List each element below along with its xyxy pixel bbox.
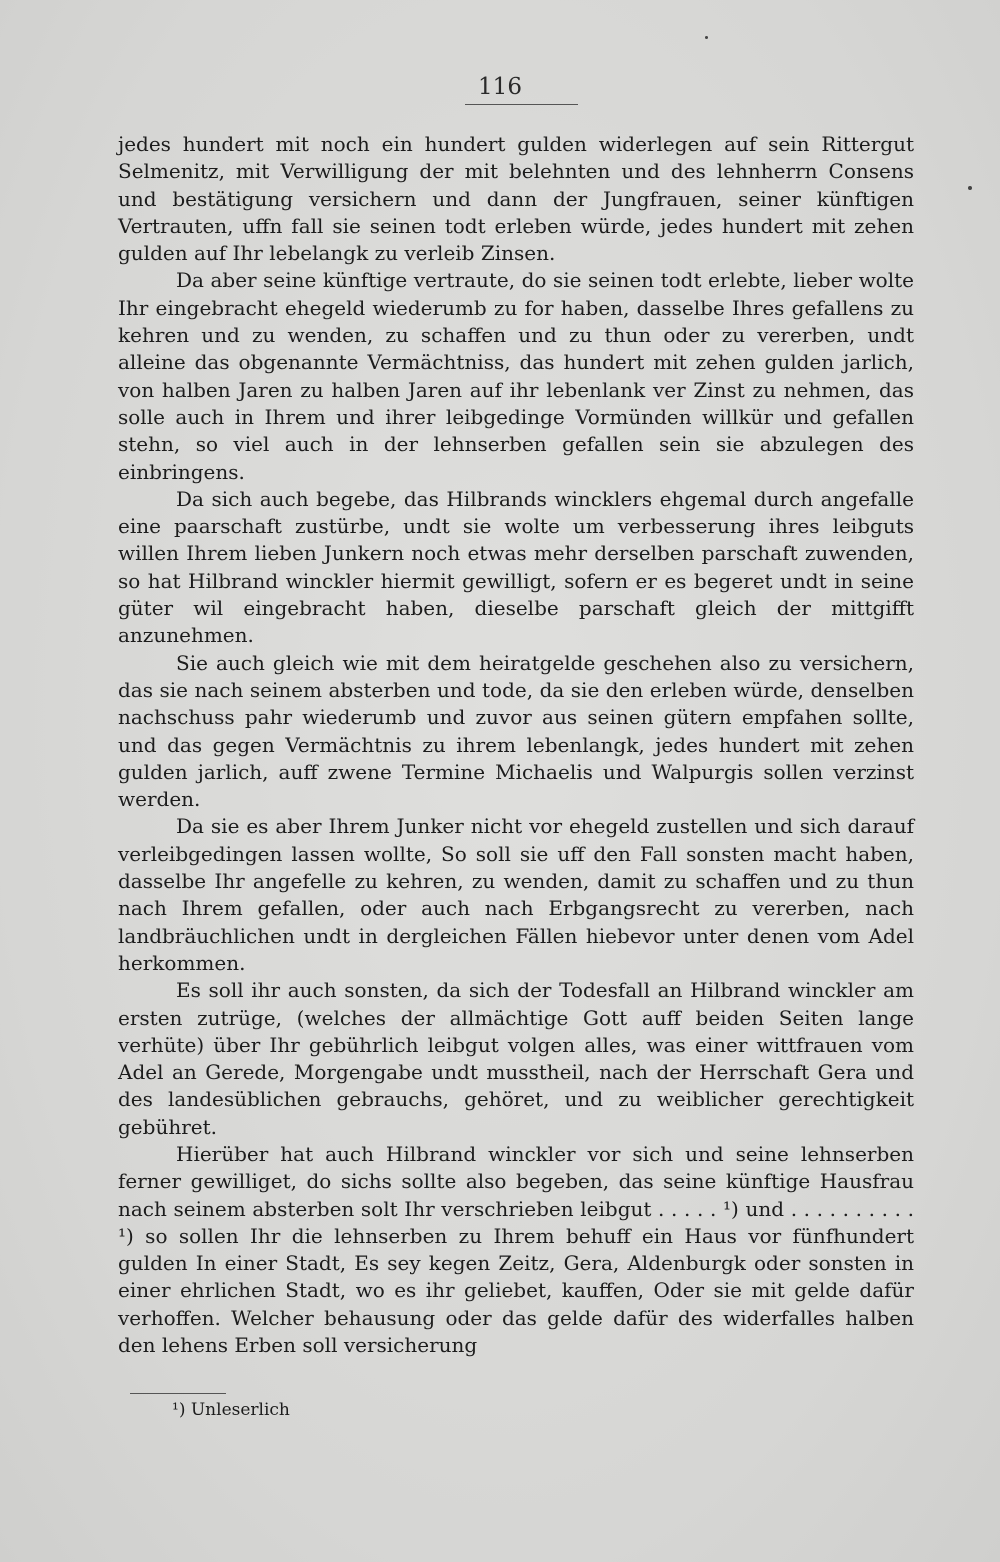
paragraph-3: Da sich auch begebe, das Hilbrands wincklers ehgemal durch angefalle eine paarschaft zustürbe, undt sie wolte um verbesserung ihres leibguts willen Ihrem lieben Junkern noch etwas mehr derselben parschaft zuwenden, so hat Hilbrand winckler hiermit gewilligt, sofern er es begeret undt in seine güter wil eingebracht haben, dieselbe parschaft gleich der mittgifft anzunehmen.: [118, 486, 914, 648]
page-number: 116: [478, 74, 522, 100]
dust-speck: [705, 36, 708, 39]
footnote: ¹) Unleserlich: [172, 1400, 290, 1420]
paragraph-4: Sie auch gleich wie mit dem heiratgelde geschehen also zu versichern, das sie nach seinem absterben und tode, da sie den erleben würde, denselben nachschuss pahr wiederumb und zuvor aus seinen gütern empfahen sollte, und das gegen Vermächtnis zu ihrem lebenlangk, jedes hundert mit zehen gulden jarlich, auff zwene Termine Michaelis und Walpurgis sollen verzinst werden.: [118, 650, 914, 812]
paragraph-6: Es soll ihr auch sonsten, da sich der Todesfall an Hilbrand winckler am ersten zutrüge, (welches der allmächtige Gott auff beiden Seiten lange verhüte) über Ihr gebührlich leibgut volgen alles, was einer wittfrauen vom Adel an Gerede, Morgengabe undt mussthеil, nach der Herrschaft Gera und des landesüblichen gebrauchs, gehöret, und zu weiblicher gerechtigkeit gebühret.: [118, 978, 914, 1139]
dust-speck: [968, 186, 972, 190]
paragraph-5: Da sie es aber Ihrem Junker nicht vor ehegeld zustellen und sich darauf verleibgedingen lassen wollte, So soll sie uff den Fall sonsten macht haben, dasselbe Ihr angefelle zu kehren, zu wenden, damit zu schaffen und zu thun nach Ihrem gefallen, oder auch nach Erbgangsrecht zu vererben, nach landbräuchlichen undt in dergleichen Fällen hiebevor unter denen vom Adel herkommen.: [118, 814, 914, 975]
paragraph-1: jedes hundert mit noch ein hundert gulden widerlegen auf sein Rittergut Selmenitz, mit Verwilligung der mit belehnten und des lehnherrn Consens und bestätigung versichern und dann der Jungfrauen, seiner künftigen Vertrauten, uffn fall sie seinen todt erleben würde, jedes hundert mit zehen gulden auf Ihr lebelangk zu verleib Zinsen.: [118, 132, 914, 266]
body-text: [118, 131, 914, 1359]
footnote-rule: [130, 1393, 226, 1394]
paragraph-7: Hierüber hat auch Hilbrand winckler vor sich und seine lehnserben ferner gewilliget, do sichs sollte also begeben, das seine künftige Hausfrau nach seinem absterben solt Ihr verschrieben leibgut . . . . . ¹) und . . . . . . . . . . ¹) so sollen Ihr die lehnserben zu Ihrem behuff ein Haus vor fünfhundert gulden In einer Stadt, Es sey kegen Zeitz, Gera, Aldenburgk oder sonsten in einer ehrlichen Stadt, wo es ihr geliebet, kauffen, Oder sie mit gelde dafür verhoffen. Welcher behausung oder das gelde dafür des widerfalles halben den lehens Erben soll versicherung: [118, 1141, 914, 1358]
header-rule: [465, 104, 578, 105]
paragraph-2: Da aber seine künftige vertraute, do sie seinen todt erlebte, lieber wolte Ihr eingebracht ehegeld wiederumb zu for haben, dasselbe Ihres gefallens zu kehren und zu wenden, zu schaffen und zu thun oder zu vererben, undt alleine das obgenannte Vermächtniss, das hundert mit zehen gulden jarlich, von halben Jaren zu halben Jaren auf ihr lebenlank ver Zinst zu nehmen, das solle auch in Ihrem und ihrer leibgedinge Vormünden willkür und gefallen stehn, so viel auch in der lehnserben gefallen sein sie abzulegen des einbringens.: [118, 268, 914, 484]
